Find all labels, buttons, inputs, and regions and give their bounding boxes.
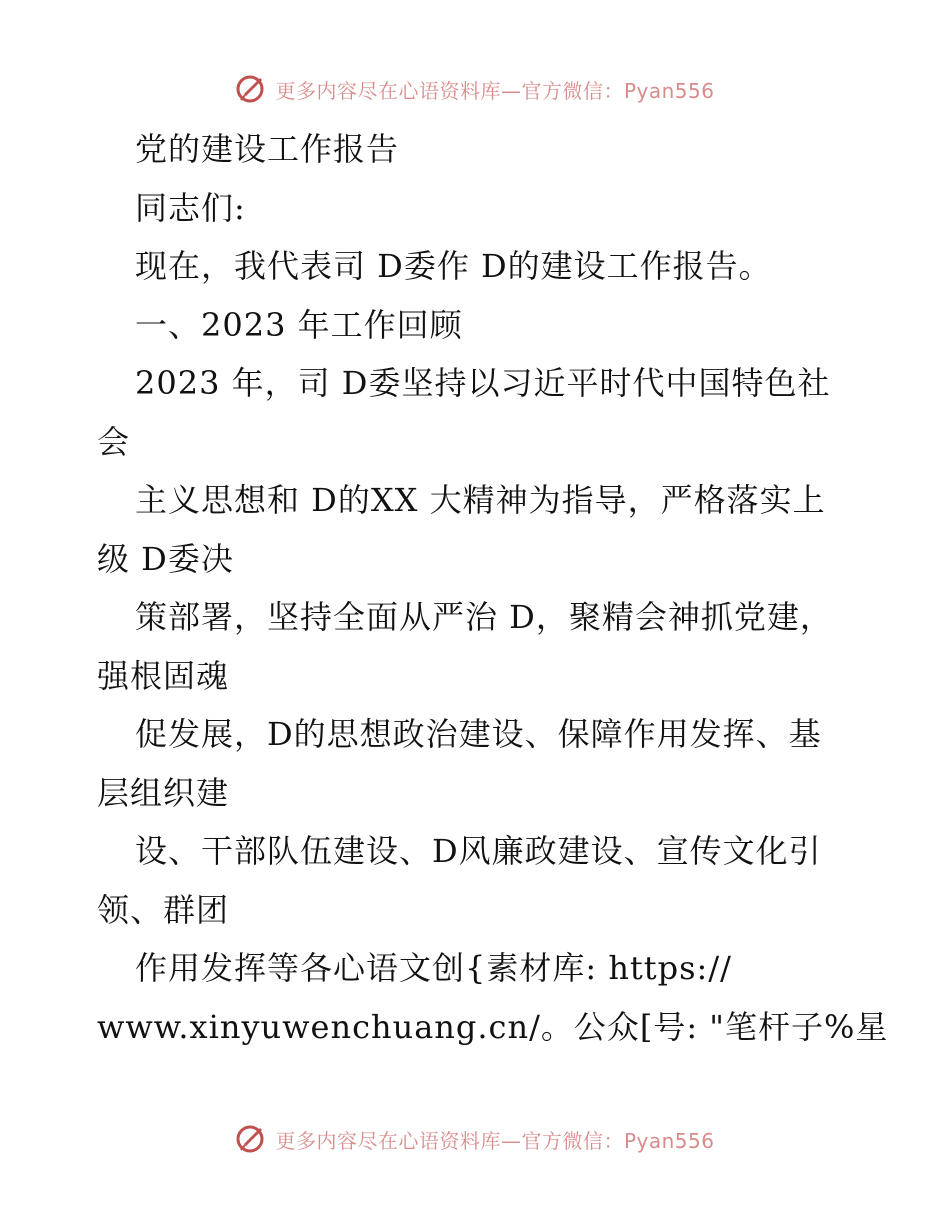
text-line: 现在，我代表司 D委作 D的建设工作报告。 [135,247,772,285]
text-line: 作用发挥等各心语文创{素材库: https:// [135,949,732,987]
watermark-text: 更多内容尽在心语资料库—官方微信：Pyan556 [275,78,715,103]
text-line: 策部署，坚持全面从严治 D，聚精会神抓党建， [135,598,833,636]
text-line: 会 [97,422,131,461]
text-line: 设、干部队伍建设、D风廉政建设、宣传文化引 [135,832,822,870]
salutation: 同志们: [135,188,246,227]
text-line: 强根固魂 [97,656,230,695]
section-heading: 一、2023 年工作回顾 [135,305,463,344]
footer-watermark [0,1122,950,1156]
watermark-text: 更多内容尽在心语资料库—官方微信：Pyan556 [275,1128,715,1153]
text-line: 促发展，D的思想政治建设、保障作用发挥、基 [135,715,822,753]
document-title: 党的建设工作报告 [135,130,400,168]
text-line: 领、群团 [97,890,230,929]
document-body [97,120,889,1056]
text-line: 2023 年，司 D委坚持以习近平时代中国特色社 [135,364,831,402]
text-line: 级 D委决 [97,539,234,578]
header-watermark [0,72,950,106]
text-line: 层组织建 [97,773,230,812]
text-line: 主义思想和 D的XX 大精神为指导，严格落实上 [135,481,826,519]
pen-logo-icon [235,72,269,106]
pen-logo-icon [235,1122,269,1156]
text-line: www.xinyuwenchuang.cn/。公众[号: "笔杆子%星 [97,1007,889,1046]
